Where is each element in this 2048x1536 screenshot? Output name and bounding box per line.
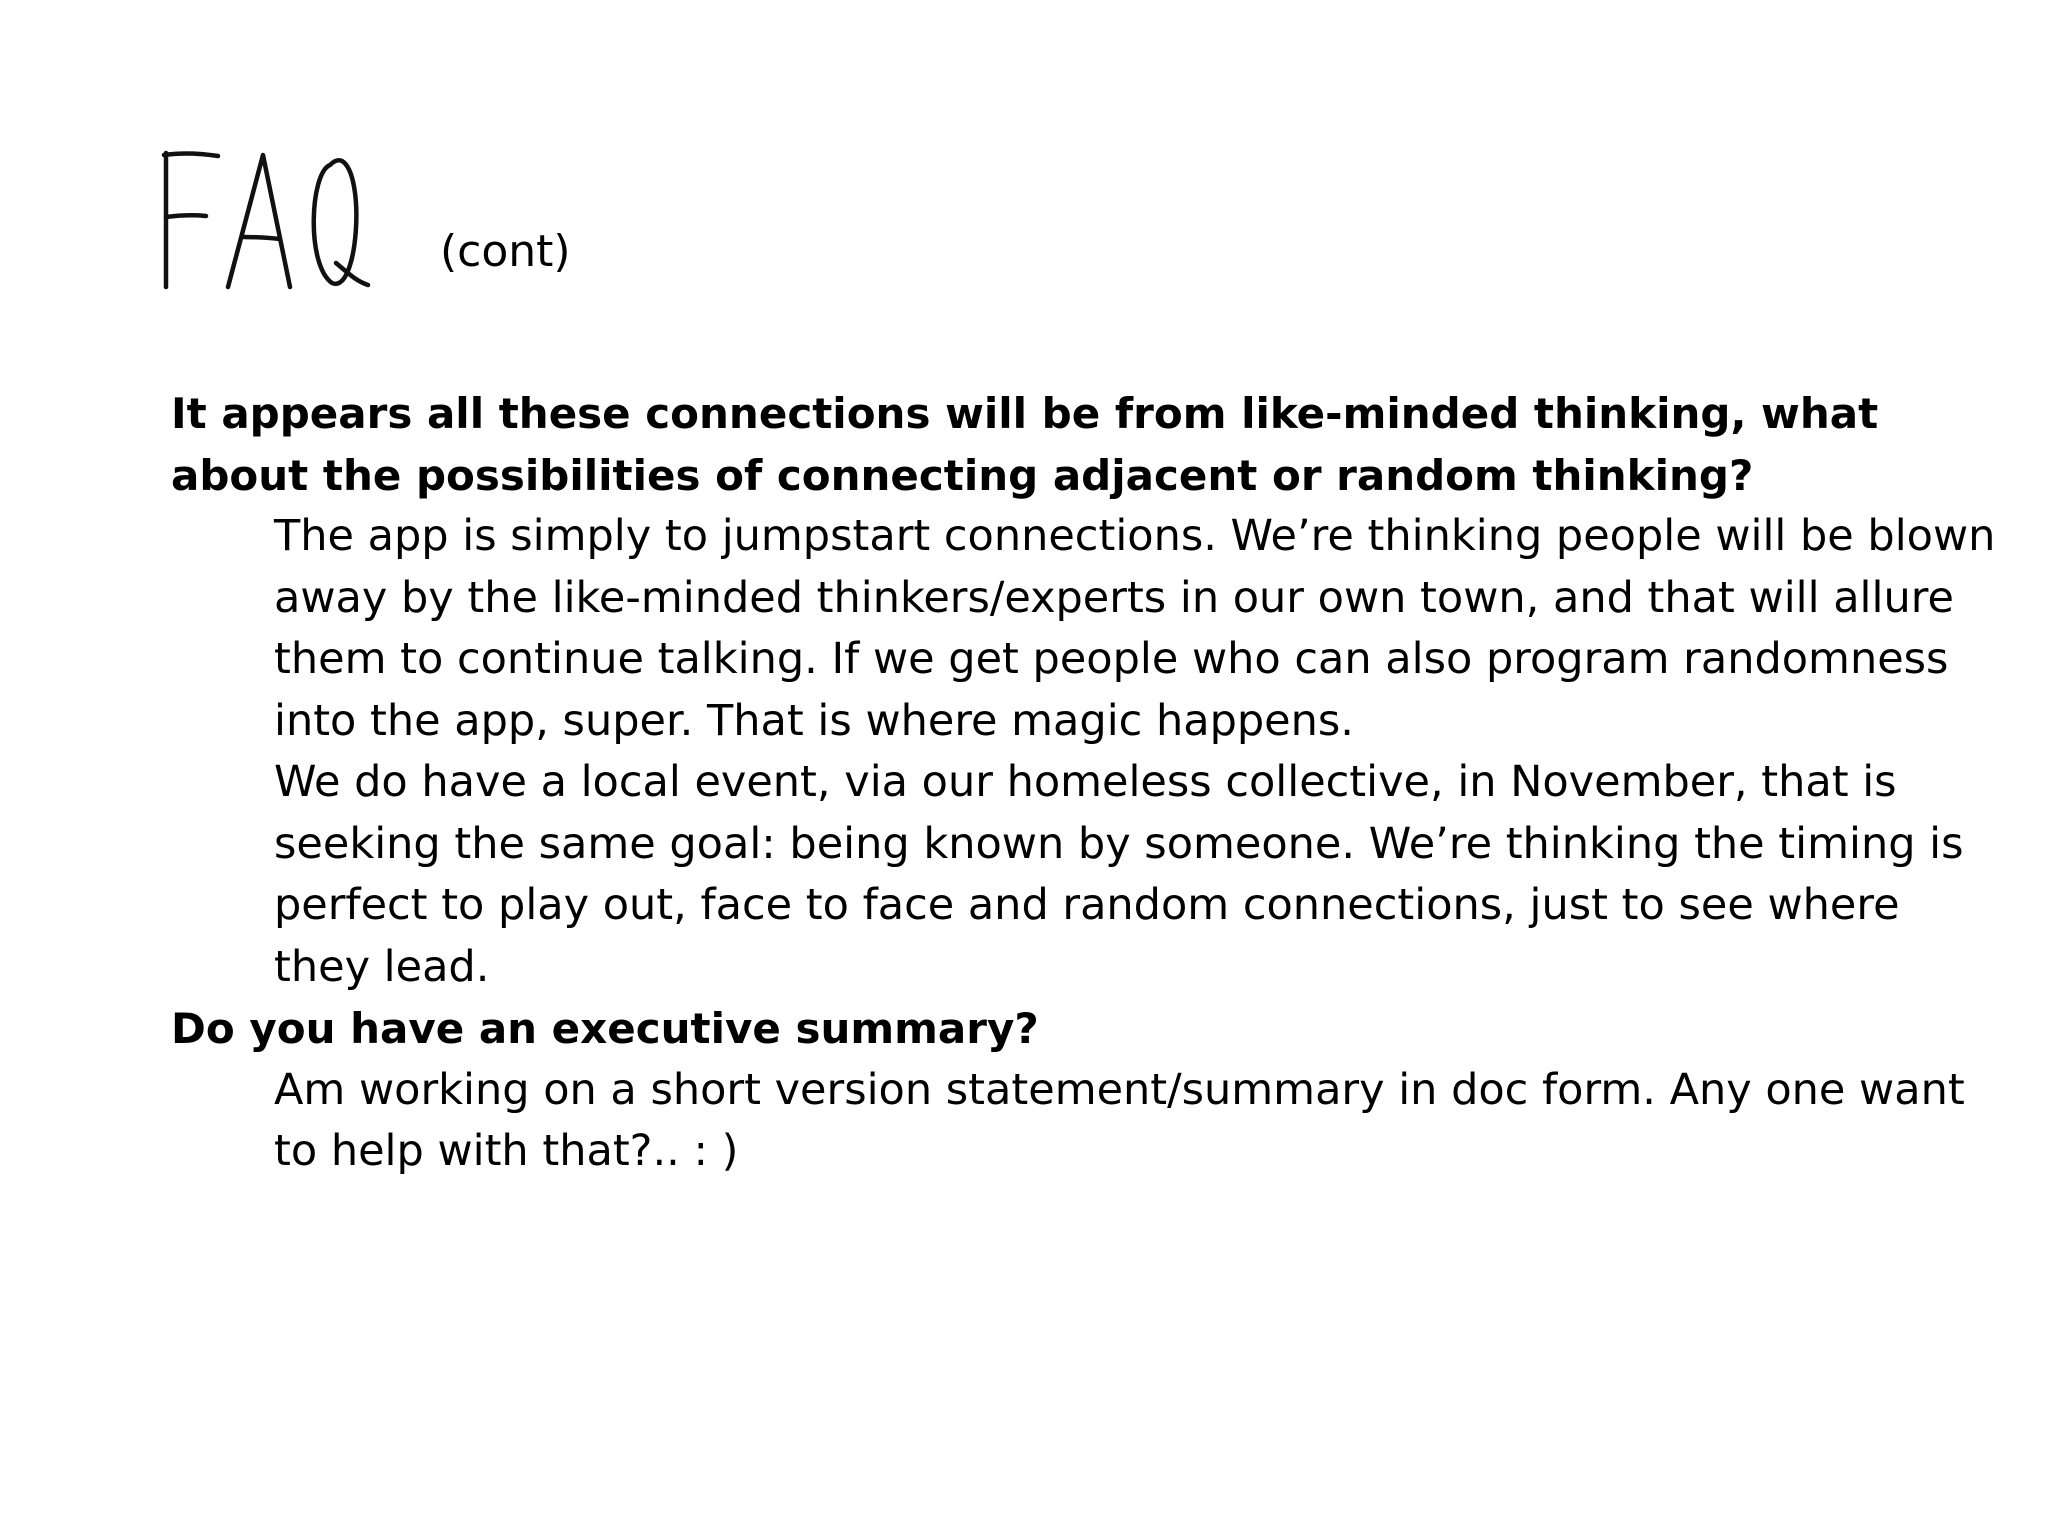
faq-answer-1a: The app is simply to jumpstart connections. We’re thinking people will be blown away by the like-minded thinkers/experts in our own town, and that will allure them to continue talking. If we get people who can also program randomness into the app, super. That is where magic happens. (274, 511, 1996, 746)
handwritten-faq-logo (160, 145, 420, 295)
page-title (160, 145, 420, 295)
faq-answer-2: Am working on a short version statement/summary in doc form. Any one want to help with that?.. : ) (274, 1064, 1965, 1176)
faq-question-1: It appears all these connections will be from like-minded thinking, what about the possibilities of connecting adjacent or random thinking? (171, 389, 1879, 500)
faq-question-2: Do you have an executive summary? (171, 1004, 1039, 1053)
faq-content (171, 383, 2011, 1183)
faq-answer-1b: We do have a local event, via our homeless collective, in November, that is seeking the same goal: being known by someone. We’re thinking the timing is perfect to play out, face to face and random connections, just to see where they lead. (274, 757, 1964, 992)
title-suffix: (cont) (440, 226, 571, 277)
